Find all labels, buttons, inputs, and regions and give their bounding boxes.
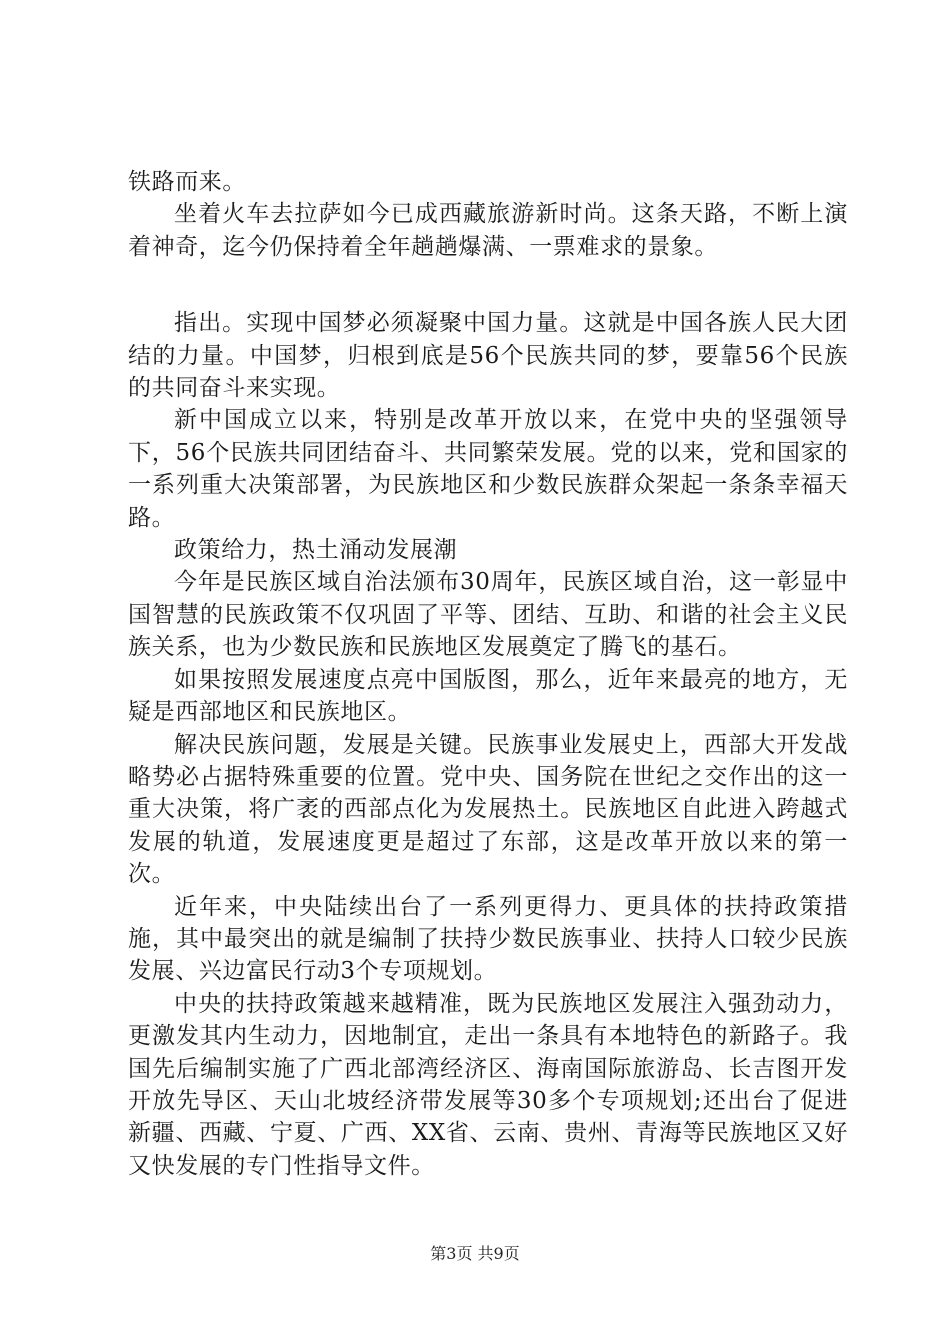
paragraph-1: 铁路而来。 [128,169,246,195]
paragraph-gap [128,263,848,307]
page-number-footer: 第3页 共9页 [430,1244,520,1263]
document-body [128,166,848,1182]
paragraph-2: 坐着火车去拉萨如今已成西藏旅游新时尚。这条天路，不断上演着神奇，迄今仍保持着全年趟趟爆满、一票难求的景象。 [128,201,848,260]
paragraph-3: 指出。实现中国梦必须凝聚中国力量。这就是中国各族人民大团结的力量。中国梦，归根到底是56个民族共同的梦，要靠56个民族的共同奋斗来实现。 [128,310,848,402]
paragraph-8: 近年来，中央陆续出台了一系列更得力、更具体的扶持政策措施，其中最突出的就是编制了扶持少数民族事业、扶持人口较少民族发展、兴边富民行动3个专项规划。 [128,893,848,985]
paragraph-7: 解决民族问题，发展是关键。民族事业发展史上，西部大开发战略势必占据特殊重要的位置。党中央、国务院在世纪之交作出的这一重大决策，将广袤的西部点化为发展热土。民族地区自此进入跨越式发展的轨道，发展速度更是超过了东部，这是改革开放以来的第一次。 [128,731,848,888]
paragraph-5: 今年是民族区域自治法颁布30周年，民族区域自治，这一彰显中国智慧的民族政策不仅巩固了平等、团结、互助、和谐的社会主义民族关系，也为少数民族和民族地区发展奠定了腾飞的基石。 [128,569,848,661]
paragraph-6: 如果按照发展速度点亮中国版图，那么，近年来最亮的地方，无疑是西部地区和民族地区。 [128,666,848,726]
section-heading: 政策给力，热土涌动发展潮 [174,537,458,564]
paragraph-4: 新中国成立以来，特别是改革开放以来，在党中央的坚强领导下，56个民族共同团结奋斗、共同繁荣发展。党的以来，党和国家的一系列重大决策部署，为民族地区和少数民族群众架起一条条幸福天路。 [128,407,848,531]
paragraph-9: 中央的扶持政策越来越精准，既为民族地区发展注入强劲动力，更激发其内生动力，因地制宜，走出一条具有本地特色的新路子。我国先后编制实施了广西北部湾经济区、海南国际旅游岛、长吉图开发开放先导区、天山北坡经济带发展等30多个专项规划;还出台了促进新疆、西藏、宁夏、广西、XX省、云南、贵州、青海等民族地区又好又快发展的专门性指导文件。 [128,990,848,1179]
